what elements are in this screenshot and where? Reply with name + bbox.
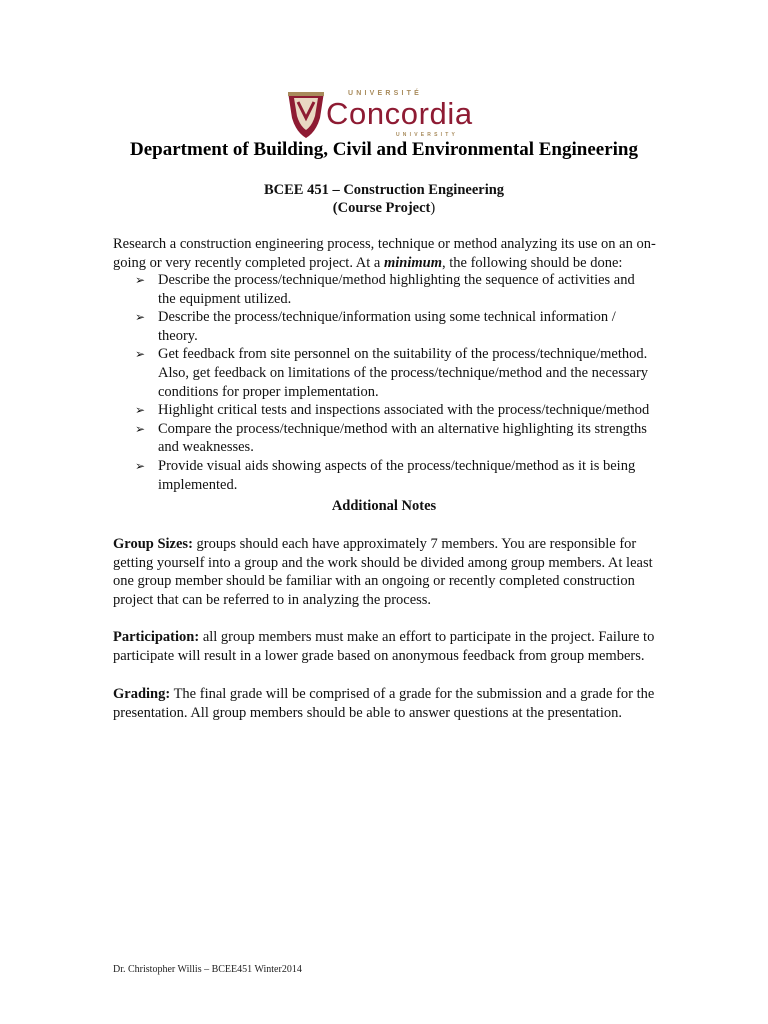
arrow-bullet-icon: ➢ <box>135 273 146 287</box>
page-footer: Dr. Christopher Willis – BCEE451 Winter2014 <box>113 964 302 975</box>
group-sizes-label: Group Sizes: <box>113 536 193 552</box>
course-heading <box>0 181 768 217</box>
grading-paragraph <box>113 685 663 722</box>
concordia-shield-icon <box>286 88 326 140</box>
intro-paragraph <box>113 235 663 272</box>
arrow-bullet-icon: ➢ <box>135 347 146 362</box>
grading-label: Grading: <box>113 686 171 702</box>
logo-university-text: UNIVERSITY <box>396 132 459 138</box>
group-sizes-paragraph <box>113 535 663 609</box>
list-item-text: Describe the process/technique/method highlighting the sequence of activities and the equipment utilized. <box>158 272 635 307</box>
group-sizes-text: groups should each have approximately 7 members. You are responsible for getting yourself into a group and the work should be divided among group members. At least one group member should be familiar with an ongoing or recently completed construction project that can be referred to in analyzing the process. <box>113 536 653 608</box>
intro-emphasis: minimum <box>383 254 443 271</box>
list-item <box>113 457 653 494</box>
department-title: Department of Building, Civil and Environmental Engineering <box>130 139 638 160</box>
arrow-bullet-icon: ➢ <box>135 310 146 325</box>
additional-notes-heading: Additional Notes <box>331 498 437 514</box>
list-item <box>113 308 653 345</box>
intro-text-2: , the following should be done: <box>442 254 623 271</box>
list-item <box>113 345 653 401</box>
arrow-bullet-icon: ➢ <box>135 458 146 473</box>
list-item <box>113 401 653 420</box>
list-item-text: Compare the process/technique/method with an alternative highlighting its strengths and weaknesses. <box>158 420 647 456</box>
participation-label: Participation: <box>113 629 200 645</box>
course-subtitle-close: ) <box>430 200 436 216</box>
intro-text-1: Research a construction engineering process, technique or method analyzing its use on an on-going or very recently completed project. At a <box>113 236 656 271</box>
list-item-text: Get feedback from site personnel on the suitability of the process/technique/method. Also, get feedback on limitations of the process/technique/method and the necessary conditions for proper implementation. <box>158 346 649 400</box>
list-item <box>113 271 653 308</box>
requirements-list <box>113 271 653 494</box>
logo-universite-text: UNIVERSITÉ <box>348 90 423 97</box>
participation-paragraph <box>113 628 663 665</box>
list-item <box>113 420 653 457</box>
arrow-bullet-icon: ➢ <box>135 403 146 418</box>
list-item-text: Describe the process/technique/information using some technical information / theory. <box>158 309 616 344</box>
course-title: BCEE 451 – Construction Engineering <box>263 182 505 198</box>
arrow-bullet-icon: ➢ <box>135 421 146 436</box>
course-subtitle-text: (Course Project <box>332 200 431 216</box>
participation-text: all group members must make an effort to participate in the project. Failure to participate will result in a lower grade based on anonymous feedback from group members. <box>113 629 655 664</box>
logo-wordmark: Concordia <box>326 96 473 131</box>
list-item-text: Highlight critical tests and inspections associated with the process/technique/method <box>158 402 650 419</box>
concordia-logo <box>286 88 486 144</box>
course-subtitle <box>0 199 768 217</box>
grading-text: The final grade will be comprised of a grade for the submission and a grade for the presentation. All group members should be able to answer questions at the presentation. <box>113 686 655 721</box>
list-item-text: Provide visual aids showing aspects of the process/technique/method as it is being implemented. <box>158 457 636 493</box>
